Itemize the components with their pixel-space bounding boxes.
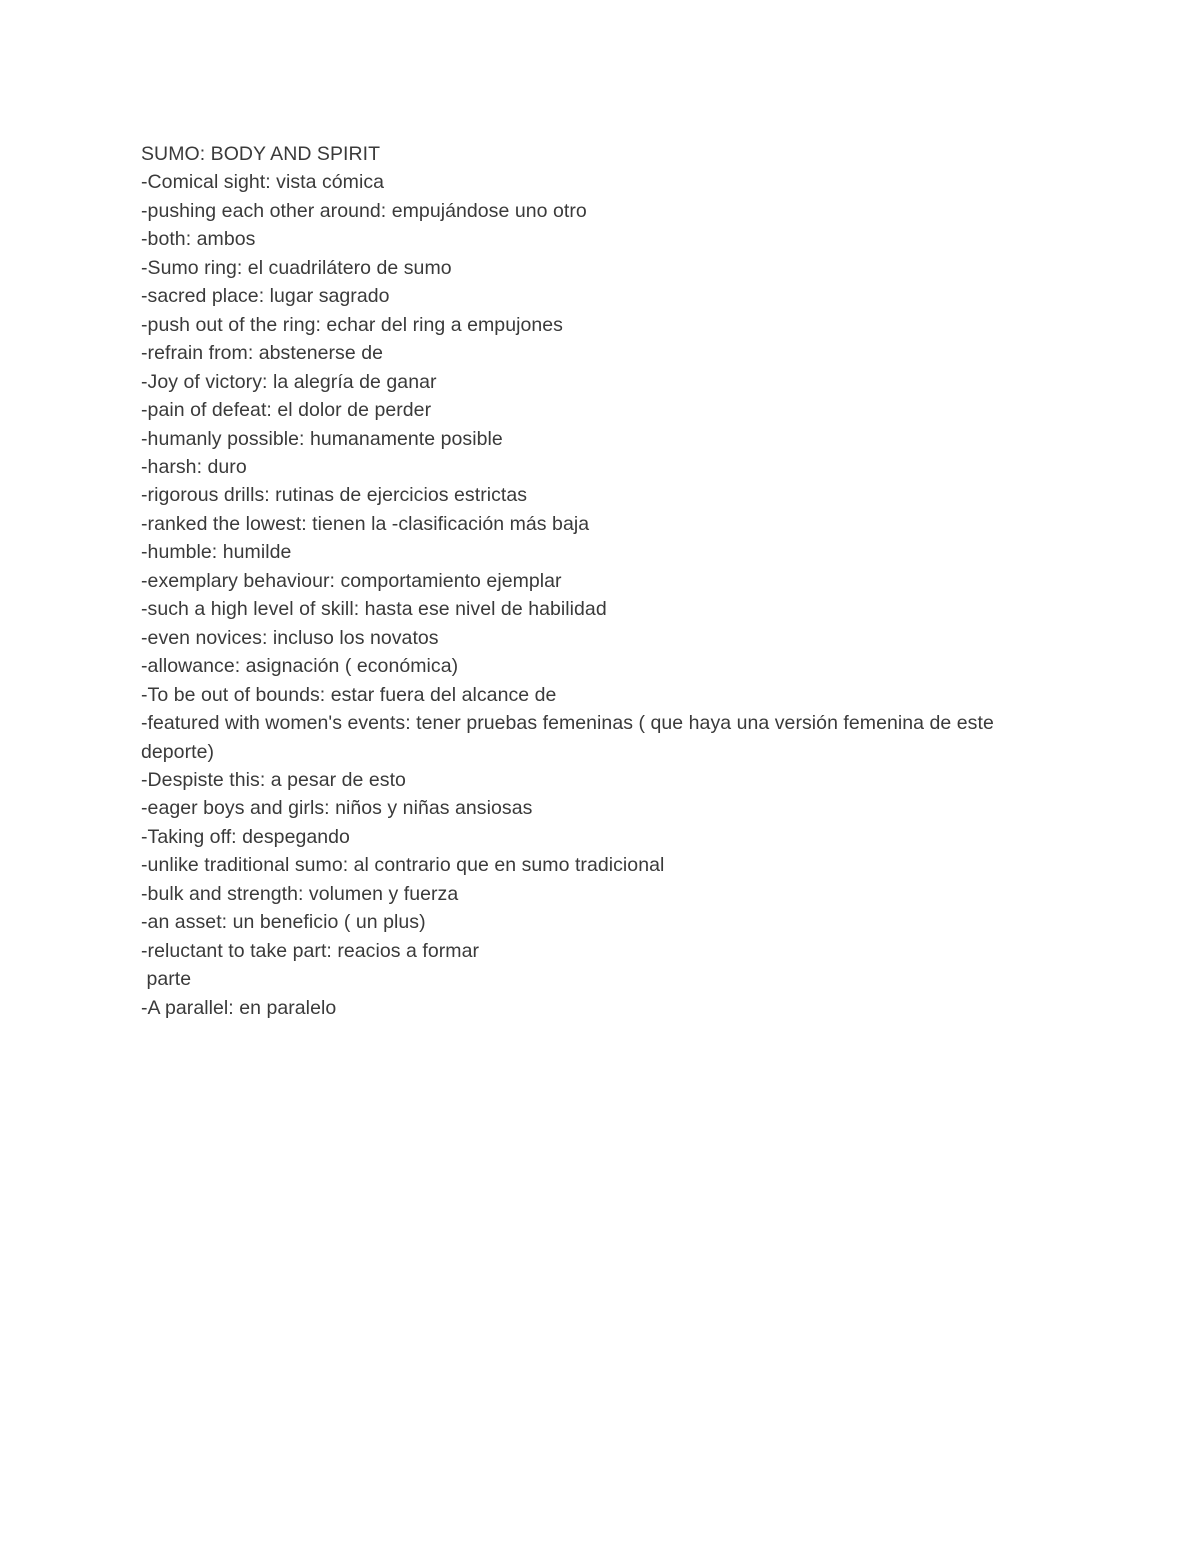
vocab-entry: -eager boys and girls: niños y niñas ansiosas bbox=[141, 797, 533, 820]
vocab-entry: -ranked the lowest: tienen la -clasificación más baja bbox=[141, 512, 590, 535]
document-title: SUMO: BODY AND SPIRIT bbox=[141, 143, 381, 165]
vocab-entry: -push out of the ring: echar del ring a empujones bbox=[141, 313, 563, 336]
vocab-entry: -an asset: un beneficio ( un plus) bbox=[141, 911, 426, 934]
vocab-entry: -Joy of victory: la alegría de ganar bbox=[141, 370, 437, 393]
vocab-entry: -harsh: duro bbox=[141, 455, 247, 478]
vocab-entry: -such a high level of skill: hasta ese nivel de habilidad bbox=[141, 598, 607, 621]
vocab-entry: -even novices: incluso los novatos bbox=[141, 626, 439, 649]
vocab-entry-continuation: parte bbox=[141, 968, 192, 991]
vocab-entry: -allowance: asignación ( económica) bbox=[141, 655, 459, 678]
vocab-entry: -To be out of bounds: estar fuera del alcance de bbox=[141, 683, 557, 706]
vocab-entry: -Despiste this: a pesar de esto bbox=[141, 768, 406, 791]
vocab-entry: -pain of defeat: el dolor de perder bbox=[141, 399, 432, 422]
vocab-entry: -unlike traditional sumo: al contrario que en sumo tradicional bbox=[141, 854, 665, 877]
vocab-entry: -both: ambos bbox=[141, 228, 256, 251]
vocab-entry: -bulk and strength: volumen y fuerza bbox=[141, 882, 459, 905]
vocab-entry: -refrain from: abstenerse de bbox=[141, 342, 384, 365]
vocab-entry: -sacred place: lugar sagrado bbox=[141, 285, 390, 308]
vocab-entry: -featured with women's events: tener pruebas femeninas ( que haya una versión femenina de este deporte) bbox=[141, 712, 994, 763]
vocabulary-list bbox=[141, 140, 1061, 1022]
vocab-entry: -pushing each other around: empujándose uno otro bbox=[141, 199, 587, 222]
vocab-entry: -humanly possible: humanamente posible bbox=[141, 427, 503, 450]
vocab-entry: -humble: humilde bbox=[141, 541, 292, 564]
vocab-entry: -rigorous drills: rutinas de ejercicios estrictas bbox=[141, 484, 528, 507]
vocab-entry: -reluctant to take part: reacios a formar bbox=[141, 939, 480, 962]
vocab-entry: -Sumo ring: el cuadrilátero de sumo bbox=[141, 256, 452, 279]
vocab-entry: -exemplary behaviour: comportamiento ejemplar bbox=[141, 569, 562, 592]
vocab-entry: -Comical sight: vista cómica bbox=[141, 171, 385, 194]
vocab-entry: -Taking off: despegando bbox=[141, 825, 350, 848]
vocab-entry: -A parallel: en paralelo bbox=[141, 996, 337, 1019]
